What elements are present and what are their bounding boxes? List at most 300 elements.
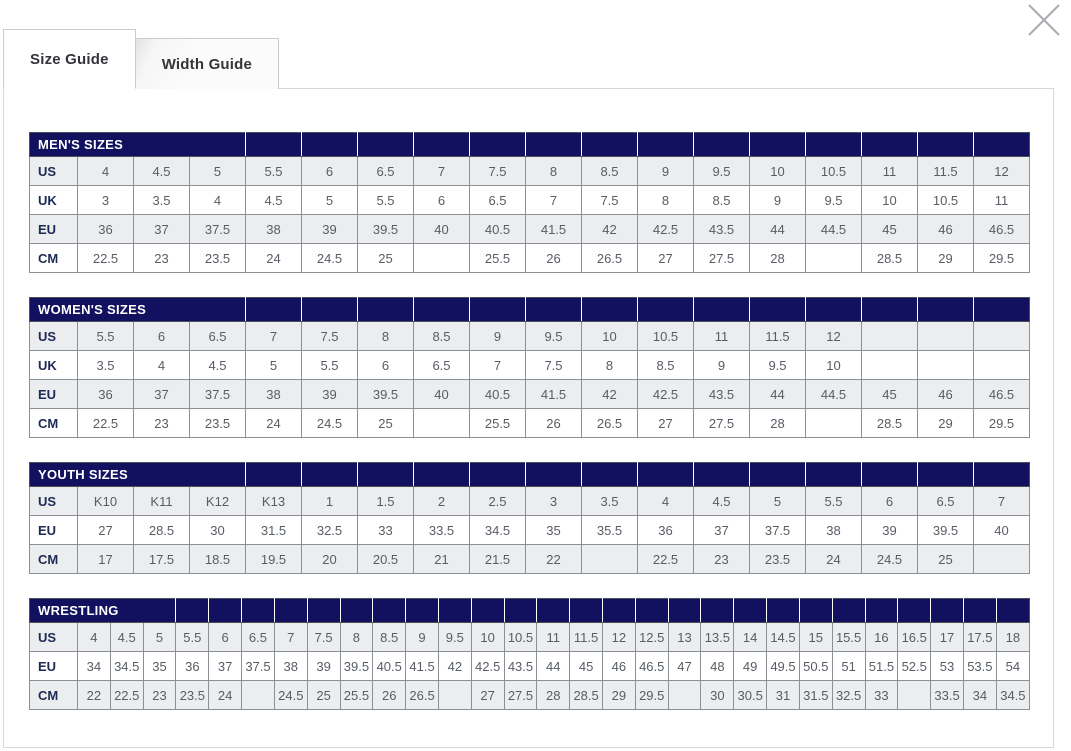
size-cell: 29 bbox=[918, 244, 974, 273]
size-cell: 33 bbox=[865, 681, 898, 710]
size-row-uk bbox=[30, 351, 1030, 380]
header-cell bbox=[865, 599, 898, 623]
size-cell: 6 bbox=[414, 186, 470, 215]
size-cell: 30.5 bbox=[734, 681, 767, 710]
header-cell bbox=[806, 298, 862, 322]
size-cell: 37 bbox=[694, 516, 750, 545]
header-cell bbox=[862, 133, 918, 157]
size-cell: 51 bbox=[832, 652, 865, 681]
header-cell bbox=[414, 463, 470, 487]
size-cell: 12 bbox=[603, 623, 636, 652]
size-cell: K11 bbox=[134, 487, 190, 516]
size-cell: 36 bbox=[176, 652, 209, 681]
size-cell bbox=[806, 244, 862, 273]
size-cell bbox=[918, 322, 974, 351]
size-cell: K13 bbox=[246, 487, 302, 516]
size-cell: 26.5 bbox=[582, 244, 638, 273]
size-cell: 42 bbox=[438, 652, 471, 681]
row-label: EU bbox=[30, 380, 78, 409]
size-cell: 6 bbox=[302, 157, 358, 186]
size-cell: 41.5 bbox=[526, 215, 582, 244]
size-cell: 4 bbox=[190, 186, 246, 215]
size-cell: 37.5 bbox=[750, 516, 806, 545]
size-cell: 20.5 bbox=[358, 545, 414, 574]
header-cell bbox=[638, 463, 694, 487]
row-label: CM bbox=[30, 681, 78, 710]
size-cell: 27.5 bbox=[694, 409, 750, 438]
size-cell: 31.5 bbox=[799, 681, 832, 710]
size-cell: 22.5 bbox=[78, 409, 134, 438]
size-cell: 7 bbox=[414, 157, 470, 186]
size-cell: 48 bbox=[701, 652, 734, 681]
header-cell bbox=[750, 463, 806, 487]
size-cell: 7 bbox=[974, 487, 1030, 516]
header-cell bbox=[694, 298, 750, 322]
size-cell: 17 bbox=[931, 623, 964, 652]
size-cell: 30 bbox=[190, 516, 246, 545]
size-cell: 7 bbox=[470, 351, 526, 380]
header-cell bbox=[734, 599, 767, 623]
header-cell bbox=[570, 599, 603, 623]
size-cell: 27.5 bbox=[504, 681, 537, 710]
header-cell bbox=[537, 599, 570, 623]
header-cell bbox=[582, 463, 638, 487]
size-cell: 6.5 bbox=[414, 351, 470, 380]
size-cell: 3.5 bbox=[134, 186, 190, 215]
size-cell: 25 bbox=[307, 681, 340, 710]
header-cell bbox=[638, 133, 694, 157]
size-cell: 9 bbox=[750, 186, 806, 215]
size-row-eu bbox=[30, 652, 1030, 681]
header-cell bbox=[406, 599, 439, 623]
size-cell: 8 bbox=[582, 351, 638, 380]
size-cell: 25.5 bbox=[470, 409, 526, 438]
size-cell: 42.5 bbox=[471, 652, 504, 681]
header-cell bbox=[414, 133, 470, 157]
size-cell: K10 bbox=[78, 487, 134, 516]
size-cell: 44 bbox=[750, 215, 806, 244]
size-cell: 1.5 bbox=[358, 487, 414, 516]
size-cell bbox=[862, 322, 918, 351]
size-row-uk bbox=[30, 186, 1030, 215]
size-cell: 7.5 bbox=[526, 351, 582, 380]
size-cell: 46.5 bbox=[974, 380, 1030, 409]
size-cell: 11.5 bbox=[570, 623, 603, 652]
header-cell bbox=[358, 298, 414, 322]
size-cell: 29 bbox=[918, 409, 974, 438]
size-cell: 10 bbox=[471, 623, 504, 652]
size-cell: 11.5 bbox=[750, 322, 806, 351]
size-cell: 28 bbox=[537, 681, 570, 710]
size-cell: 40 bbox=[414, 380, 470, 409]
header-cell bbox=[918, 298, 974, 322]
size-cell: 24 bbox=[806, 545, 862, 574]
size-row-us bbox=[30, 322, 1030, 351]
size-cell: 39 bbox=[862, 516, 918, 545]
size-cell: 22.5 bbox=[78, 244, 134, 273]
size-cell: 37 bbox=[209, 652, 242, 681]
size-cell: 26 bbox=[526, 244, 582, 273]
size-cell: 12 bbox=[806, 322, 862, 351]
size-cell: 30 bbox=[701, 681, 734, 710]
size-cell bbox=[806, 409, 862, 438]
size-row-eu bbox=[30, 380, 1030, 409]
size-cell: 25.5 bbox=[470, 244, 526, 273]
size-cell: 24 bbox=[246, 409, 302, 438]
size-cell: 7.5 bbox=[470, 157, 526, 186]
size-cell: 34.5 bbox=[470, 516, 526, 545]
size-cell bbox=[438, 681, 471, 710]
header-cell bbox=[470, 133, 526, 157]
tab-width-guide[interactable] bbox=[136, 38, 279, 89]
size-cell: 37 bbox=[134, 380, 190, 409]
size-cell: 29.5 bbox=[974, 244, 1030, 273]
header-cell bbox=[862, 463, 918, 487]
size-cell: 11 bbox=[974, 186, 1030, 215]
row-label: US bbox=[30, 487, 78, 516]
size-cell: 40 bbox=[414, 215, 470, 244]
table-title: WOMEN'S SIZES bbox=[30, 298, 246, 322]
size-table bbox=[29, 598, 1030, 710]
size-cell: 43.5 bbox=[694, 215, 750, 244]
size-row-cm bbox=[30, 409, 1030, 438]
size-cell: 25 bbox=[918, 545, 974, 574]
size-cell: 9.5 bbox=[750, 351, 806, 380]
size-cell: 44.5 bbox=[806, 380, 862, 409]
header-cell bbox=[974, 133, 1030, 157]
size-cell: 37.5 bbox=[190, 380, 246, 409]
header-cell bbox=[209, 599, 242, 623]
header-cell bbox=[931, 599, 964, 623]
size-cell: 33.5 bbox=[414, 516, 470, 545]
row-label: EU bbox=[30, 516, 78, 545]
size-cell: 6.5 bbox=[358, 157, 414, 186]
size-cell: 9 bbox=[638, 157, 694, 186]
header-cell bbox=[307, 599, 340, 623]
size-cell: 35.5 bbox=[582, 516, 638, 545]
close-button[interactable] bbox=[1023, 0, 1065, 40]
size-cell: 39.5 bbox=[358, 380, 414, 409]
size-cell: 40.5 bbox=[373, 652, 406, 681]
size-cell: 33.5 bbox=[931, 681, 964, 710]
header-cell bbox=[358, 463, 414, 487]
size-cell: 44.5 bbox=[806, 215, 862, 244]
size-cell: 34 bbox=[963, 681, 996, 710]
header-cell bbox=[668, 599, 701, 623]
header-cell bbox=[582, 133, 638, 157]
size-cell bbox=[668, 681, 701, 710]
size-cell: 26.5 bbox=[406, 681, 439, 710]
header-cell bbox=[246, 463, 302, 487]
size-cell: 6.5 bbox=[242, 623, 275, 652]
size-cell: 5 bbox=[750, 487, 806, 516]
header-cell bbox=[526, 463, 582, 487]
size-cell: 28.5 bbox=[570, 681, 603, 710]
header-cell bbox=[806, 463, 862, 487]
size-cell: 37.5 bbox=[242, 652, 275, 681]
size-cell: 25 bbox=[358, 244, 414, 273]
size-cell: 9.5 bbox=[526, 322, 582, 351]
header-cell bbox=[582, 298, 638, 322]
size-cell: 26 bbox=[526, 409, 582, 438]
size-cell: 4 bbox=[78, 157, 134, 186]
size-cell: 9 bbox=[406, 623, 439, 652]
size-cell: 7.5 bbox=[302, 322, 358, 351]
size-cell: 39.5 bbox=[340, 652, 373, 681]
size-cell: 9.5 bbox=[806, 186, 862, 215]
size-cell: 17 bbox=[78, 545, 134, 574]
size-cell: 10 bbox=[806, 351, 862, 380]
size-cell: 36 bbox=[638, 516, 694, 545]
size-cell: 27 bbox=[78, 516, 134, 545]
size-cell: 12.5 bbox=[635, 623, 668, 652]
size-cell: 23 bbox=[694, 545, 750, 574]
size-cell: 10.5 bbox=[806, 157, 862, 186]
size-cell: 46 bbox=[918, 215, 974, 244]
row-label: UK bbox=[30, 186, 78, 215]
row-label: EU bbox=[30, 215, 78, 244]
size-cell: 3.5 bbox=[78, 351, 134, 380]
table-header-row bbox=[30, 599, 1030, 623]
size-cell: 39 bbox=[302, 380, 358, 409]
size-cell bbox=[582, 545, 638, 574]
size-cell: 4.5 bbox=[110, 623, 143, 652]
size-cell: 21 bbox=[414, 545, 470, 574]
header-cell bbox=[974, 463, 1030, 487]
size-cell: 35 bbox=[526, 516, 582, 545]
header-cell bbox=[358, 133, 414, 157]
header-cell bbox=[918, 463, 974, 487]
size-row-cm bbox=[30, 244, 1030, 273]
size-cell: 17.5 bbox=[963, 623, 996, 652]
size-cell: 46.5 bbox=[635, 652, 668, 681]
size-cell: 39 bbox=[302, 215, 358, 244]
size-cell: 3.5 bbox=[582, 487, 638, 516]
size-cell: 42 bbox=[582, 215, 638, 244]
row-label: UK bbox=[30, 351, 78, 380]
size-cell: 18 bbox=[996, 623, 1029, 652]
size-cell: 42.5 bbox=[638, 215, 694, 244]
size-cell: 3 bbox=[78, 186, 134, 215]
size-cell: 4 bbox=[134, 351, 190, 380]
size-guide-panel bbox=[3, 88, 1054, 748]
row-label: CM bbox=[30, 409, 78, 438]
size-cell: 32.5 bbox=[832, 681, 865, 710]
header-cell bbox=[701, 599, 734, 623]
header-cell bbox=[504, 599, 537, 623]
size-cell: 39.5 bbox=[358, 215, 414, 244]
size-cell: 4.5 bbox=[694, 487, 750, 516]
size-cell: 31.5 bbox=[246, 516, 302, 545]
size-cell: 22.5 bbox=[638, 545, 694, 574]
size-cell: 49 bbox=[734, 652, 767, 681]
size-row-eu bbox=[30, 215, 1030, 244]
size-cell: 51.5 bbox=[865, 652, 898, 681]
size-cell bbox=[242, 681, 275, 710]
size-cell: 32.5 bbox=[302, 516, 358, 545]
size-cell: 22.5 bbox=[110, 681, 143, 710]
header-cell bbox=[302, 463, 358, 487]
size-cell: 5 bbox=[302, 186, 358, 215]
header-cell bbox=[526, 298, 582, 322]
size-cell: 5.5 bbox=[302, 351, 358, 380]
size-cell: 24.5 bbox=[302, 409, 358, 438]
size-cell: 5 bbox=[246, 351, 302, 380]
size-cell: 5 bbox=[143, 623, 176, 652]
size-cell: 40.5 bbox=[470, 215, 526, 244]
header-cell bbox=[470, 463, 526, 487]
size-cell: 15.5 bbox=[832, 623, 865, 652]
size-cell: 10.5 bbox=[504, 623, 537, 652]
header-cell bbox=[806, 133, 862, 157]
size-cell: 27 bbox=[638, 244, 694, 273]
header-cell bbox=[373, 599, 406, 623]
size-cell bbox=[898, 681, 931, 710]
size-cell: 28.5 bbox=[134, 516, 190, 545]
size-cell: 10 bbox=[862, 186, 918, 215]
size-cell: 9 bbox=[470, 322, 526, 351]
size-table bbox=[29, 462, 1030, 574]
size-cell: 6.5 bbox=[470, 186, 526, 215]
size-cell: 26.5 bbox=[582, 409, 638, 438]
size-cell: 53.5 bbox=[963, 652, 996, 681]
size-cell: 8.5 bbox=[414, 322, 470, 351]
size-cell: 8.5 bbox=[694, 186, 750, 215]
header-cell bbox=[603, 599, 636, 623]
size-cell: 33 bbox=[358, 516, 414, 545]
size-cell: 13.5 bbox=[701, 623, 734, 652]
size-cell: 24.5 bbox=[302, 244, 358, 273]
size-row-us bbox=[30, 623, 1030, 652]
header-cell bbox=[963, 599, 996, 623]
size-cell: 4 bbox=[78, 623, 111, 652]
size-cell: 26 bbox=[373, 681, 406, 710]
tab-size-guide[interactable] bbox=[3, 29, 136, 89]
size-cell: 40.5 bbox=[470, 380, 526, 409]
size-cell: 7 bbox=[246, 322, 302, 351]
size-cell: 45 bbox=[570, 652, 603, 681]
size-cell: 11.5 bbox=[918, 157, 974, 186]
header-cell bbox=[246, 133, 302, 157]
size-cell: 36 bbox=[78, 215, 134, 244]
size-cell bbox=[862, 351, 918, 380]
size-cell: 31 bbox=[767, 681, 800, 710]
size-cell bbox=[414, 244, 470, 273]
size-cell: 42.5 bbox=[638, 380, 694, 409]
size-cell: 24 bbox=[246, 244, 302, 273]
size-cell: 28 bbox=[750, 409, 806, 438]
size-cell: 54 bbox=[996, 652, 1029, 681]
size-cell: 28 bbox=[750, 244, 806, 273]
header-cell bbox=[302, 298, 358, 322]
header-cell bbox=[974, 298, 1030, 322]
size-cell: 43.5 bbox=[504, 652, 537, 681]
size-cell: 20 bbox=[302, 545, 358, 574]
size-cell: 10 bbox=[750, 157, 806, 186]
size-cell: 46 bbox=[603, 652, 636, 681]
size-cell: 7.5 bbox=[582, 186, 638, 215]
size-cell: 9 bbox=[694, 351, 750, 380]
size-cell: 37 bbox=[134, 215, 190, 244]
row-label: US bbox=[30, 623, 78, 652]
size-cell: 45 bbox=[862, 215, 918, 244]
size-cell: 8.5 bbox=[638, 351, 694, 380]
table-header-row bbox=[30, 463, 1030, 487]
header-cell bbox=[898, 599, 931, 623]
size-cell: 52.5 bbox=[898, 652, 931, 681]
header-cell bbox=[176, 599, 209, 623]
size-row-us bbox=[30, 487, 1030, 516]
size-cell: 12 bbox=[974, 157, 1030, 186]
size-cell: 10.5 bbox=[918, 186, 974, 215]
size-cell: 10 bbox=[582, 322, 638, 351]
size-cell: 7 bbox=[274, 623, 307, 652]
size-cell: 2.5 bbox=[470, 487, 526, 516]
size-cell: 16 bbox=[865, 623, 898, 652]
size-cell: 19.5 bbox=[246, 545, 302, 574]
size-cell: 25.5 bbox=[340, 681, 373, 710]
size-row-cm bbox=[30, 545, 1030, 574]
header-cell bbox=[694, 463, 750, 487]
size-cell: 34.5 bbox=[110, 652, 143, 681]
size-cell: 8 bbox=[638, 186, 694, 215]
table-title: WRESTLING bbox=[30, 599, 176, 623]
size-cell: 28.5 bbox=[862, 409, 918, 438]
size-cell: 5.5 bbox=[358, 186, 414, 215]
size-cell: 25 bbox=[358, 409, 414, 438]
table-title: MEN'S SIZES bbox=[30, 133, 246, 157]
header-cell bbox=[638, 298, 694, 322]
size-cell: K12 bbox=[190, 487, 246, 516]
size-cell: 42 bbox=[582, 380, 638, 409]
size-cell: 29 bbox=[603, 681, 636, 710]
size-cell: 9.5 bbox=[438, 623, 471, 652]
size-cell: 23 bbox=[134, 409, 190, 438]
size-cell: 16.5 bbox=[898, 623, 931, 652]
size-cell: 4 bbox=[638, 487, 694, 516]
size-cell: 38 bbox=[246, 215, 302, 244]
size-row-eu bbox=[30, 516, 1030, 545]
size-cell: 5.5 bbox=[246, 157, 302, 186]
size-row-us bbox=[30, 157, 1030, 186]
size-cell bbox=[918, 351, 974, 380]
header-cell bbox=[750, 133, 806, 157]
size-cell: 5.5 bbox=[806, 487, 862, 516]
size-cell: 34 bbox=[78, 652, 111, 681]
header-cell bbox=[635, 599, 668, 623]
size-cell: 35 bbox=[143, 652, 176, 681]
header-cell bbox=[274, 599, 307, 623]
size-cell: 41.5 bbox=[406, 652, 439, 681]
header-cell bbox=[750, 298, 806, 322]
size-cell: 4.5 bbox=[190, 351, 246, 380]
row-label: US bbox=[30, 157, 78, 186]
size-cell: 23 bbox=[134, 244, 190, 273]
size-cell: 38 bbox=[246, 380, 302, 409]
size-cell: 11 bbox=[694, 322, 750, 351]
size-cell: 5.5 bbox=[176, 623, 209, 652]
size-cell: 24.5 bbox=[862, 545, 918, 574]
size-cell: 6 bbox=[358, 351, 414, 380]
table-header-row bbox=[30, 133, 1030, 157]
size-cell: 6 bbox=[862, 487, 918, 516]
size-cell: 39 bbox=[307, 652, 340, 681]
size-cell: 23.5 bbox=[176, 681, 209, 710]
size-cell: 14.5 bbox=[767, 623, 800, 652]
size-cell: 44 bbox=[750, 380, 806, 409]
size-cell: 27 bbox=[638, 409, 694, 438]
size-cell: 38 bbox=[274, 652, 307, 681]
